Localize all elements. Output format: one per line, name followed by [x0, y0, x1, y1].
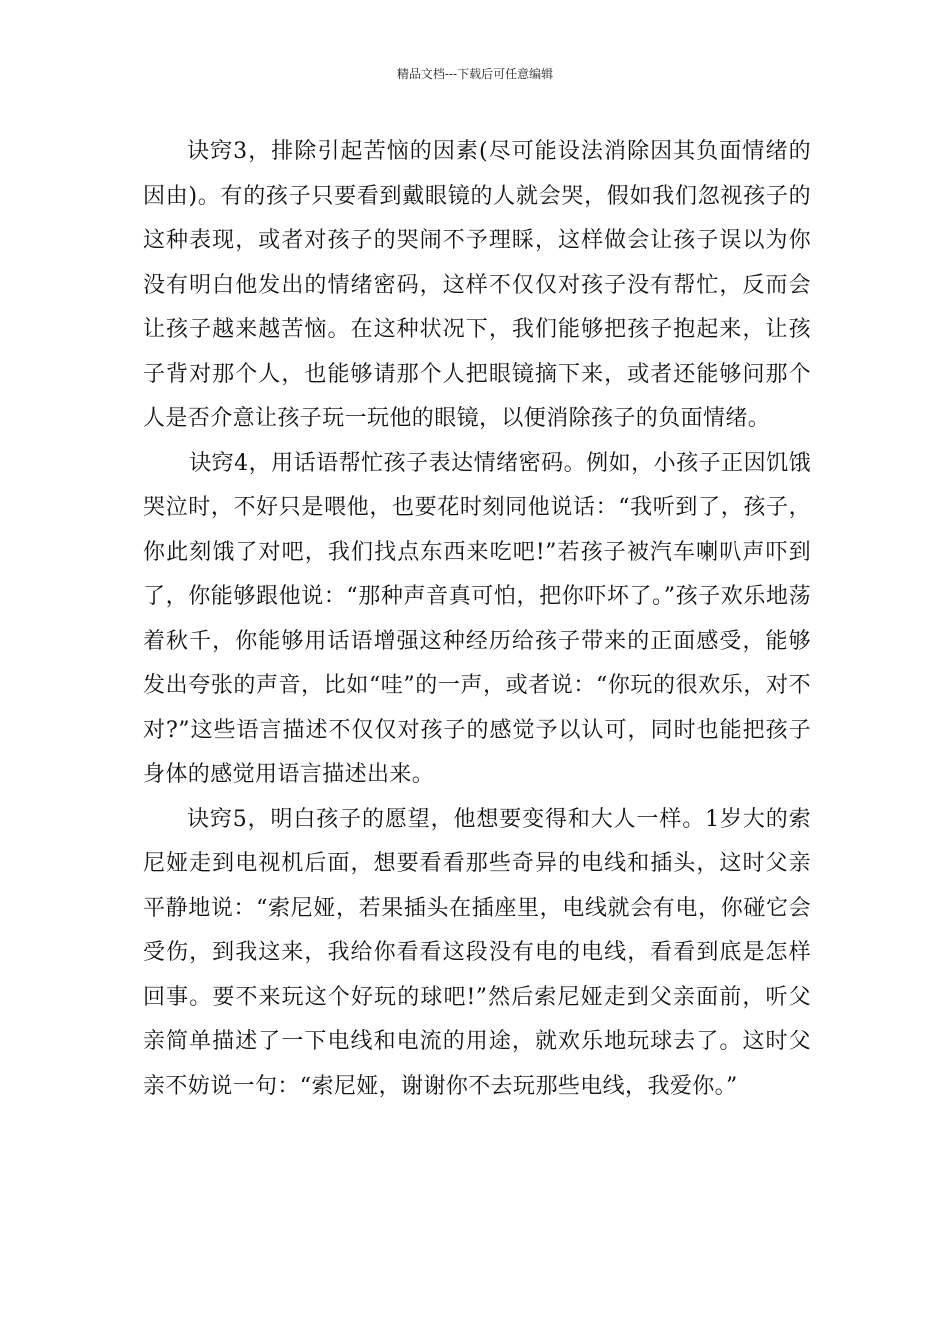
document-body — [143, 130, 811, 1109]
paragraph-tip-3: 诀窍3，排除引起苦恼的因素(尽可能设法消除因其负面情绪的因由)。有的孩子只要看到戴眼镜的人就会哭，假如我们忽视孩子的这种表现，或者对孩子的哭闹不予理睬，这样做会让孩子误以为你没有明白他发出的情绪密码，这样不仅仅对孩子没有帮忙，反而会让孩子越来越苦恼。在这种状况下，我们能够把孩子抱起来，让孩子背对那个人，也能够请那个人把眼镜摘下来，或者还能够问那个人是否介意让孩子玩一玩他的眼镜，以便消除孩子的负面情绪。 — [143, 139, 811, 431]
paragraph-tip-4: 诀窍4，用话语帮忙孩子表达情绪密码。例如，小孩子正因饥饿哭泣时，不好只是喂他，也要花时刻同他说话：“我听到了，孩子，你此刻饿了对吧，我们找点东西来吃吧!”若孩子被汽车喇叭声吓到了，你能够跟他说：“那种声音真可怕，把你吓坏了。”孩子欢乐地荡着秋千，你能够用话语增强这种经历给孩子带来的正面感受，能够发出夸张的声音，比如“哇”的一声，或者说：“你玩的很欢乐，对不对?”这些语言描述不仅仅对孩子的感觉予以认可，同时也能把孩子身体的感觉用语言描述出来。 — [143, 450, 811, 787]
paragraph-tip-5: 诀窍5，明白孩子的愿望，他想要变得和大人一样。1岁大的索尼娅走到电视机后面，想要看看那些奇异的电线和插头，这时父亲平静地说：“索尼娅，若果插头在插座里，电线就会有电，你碰它会受伤，到我这来，我给你看看这段没有电的电线，看看到底是怎样回事。要不来玩这个好玩的球吧!”然后索尼娅走到父亲面前，听父亲简单描述了一下电线和电流的用途，就欢乐地玩球去了。这时父亲不妨说一句：“索尼娅，谢谢你不去玩那些电线，我爱你。” — [143, 806, 811, 1099]
page-header: 精品文档---下载后可任意编辑 — [396, 67, 554, 81]
